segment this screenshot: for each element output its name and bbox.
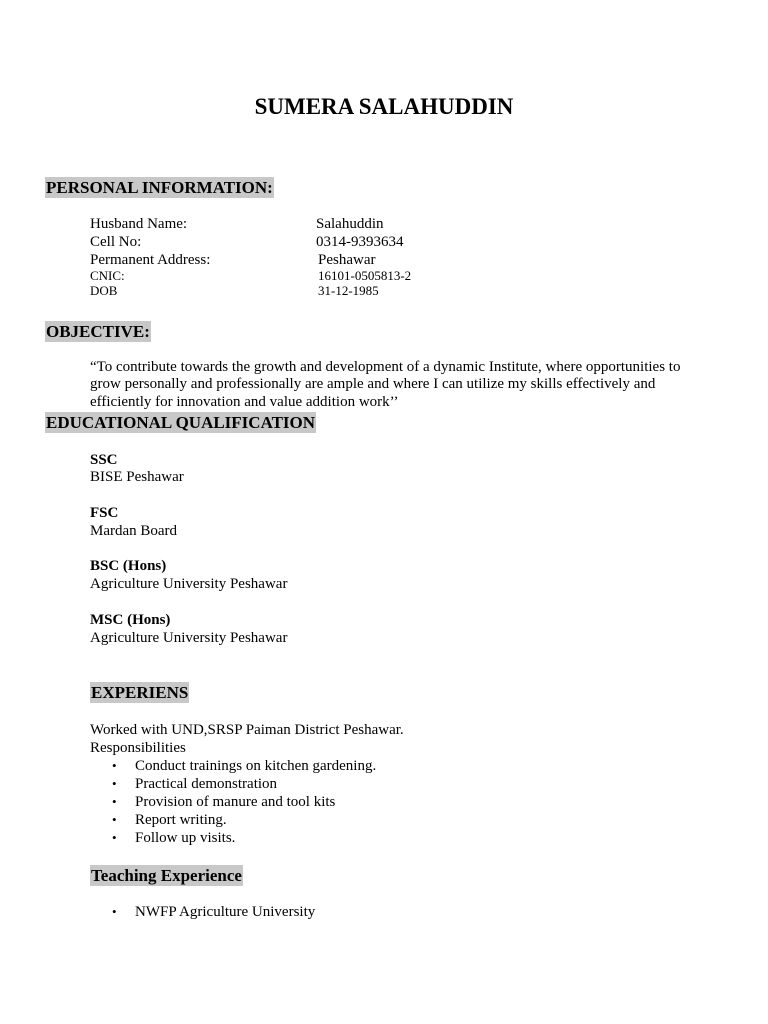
objective-text: “To contribute towards the growth and development of a dynamic Institute, where opportunities to grow personally and professionally are ample and where I can utilize my skills effectively and efficiently for innovation and value addition work’’ xyxy=(90,359,681,410)
degree-msc: MSC (Hons) xyxy=(90,612,171,628)
responsibilities-label: Responsibilities xyxy=(90,740,186,756)
cnic-value: 16101-0505813-2 xyxy=(318,268,412,283)
list-item: • Provision of manure and tool kits xyxy=(112,794,336,810)
list-item: • NWFP Agriculture University xyxy=(112,904,316,920)
list-item: • Follow up visits. xyxy=(112,830,236,846)
experience-heading: EXPERIENS xyxy=(91,683,189,702)
institute-ssc: BISE Peshawar xyxy=(90,469,184,485)
objective-heading: OBJECTIVE: xyxy=(46,322,150,341)
bullet-icon: • xyxy=(112,794,117,809)
cnic-label: CNIC: xyxy=(90,268,125,283)
address-label: Permanent Address: xyxy=(90,252,211,268)
bullet-icon: • xyxy=(112,776,117,791)
list-item: • Conduct trainings on kitchen gardening. xyxy=(112,758,377,774)
personal-info-heading: PERSONAL INFORMATION: xyxy=(46,178,273,197)
institute-msc: Agriculture University Peshawar xyxy=(90,630,288,646)
worked-with: Worked with UND,SRSP Paiman District Peshawar. xyxy=(90,722,404,738)
degree-ssc: SSC xyxy=(90,452,118,468)
bullet-icon: • xyxy=(112,904,117,919)
teaching-heading: Teaching Experience xyxy=(91,866,242,885)
responsibilities-list xyxy=(90,757,376,847)
husband-value: Salahuddin xyxy=(316,216,384,232)
degree-fsc: FSC xyxy=(90,505,119,521)
address-value: Peshawar xyxy=(318,252,376,268)
bullet-icon: • xyxy=(112,830,117,845)
page-title: SUMERA SALAHUDDIN xyxy=(254,94,514,119)
dob-label: DOB xyxy=(90,283,118,298)
cell-label: Cell No: xyxy=(90,234,142,250)
list-item: • Practical demonstration xyxy=(112,776,278,792)
bullet-icon: • xyxy=(112,758,117,773)
degree-bsc: BSC (Hons) xyxy=(90,558,167,574)
cell-value: 0314-9393634 xyxy=(316,234,404,250)
institute-fsc: Mardan Board xyxy=(90,523,178,539)
list-item: • Report writing. xyxy=(112,812,227,828)
dob-value: 31-12-1985 xyxy=(318,283,379,298)
education-heading: EDUCATIONAL QUALIFICATION xyxy=(46,413,316,432)
husband-label: Husband Name: xyxy=(90,216,188,232)
teaching-list xyxy=(90,903,315,921)
bullet-icon: • xyxy=(112,812,117,827)
institute-bsc: Agriculture University Peshawar xyxy=(90,576,288,592)
